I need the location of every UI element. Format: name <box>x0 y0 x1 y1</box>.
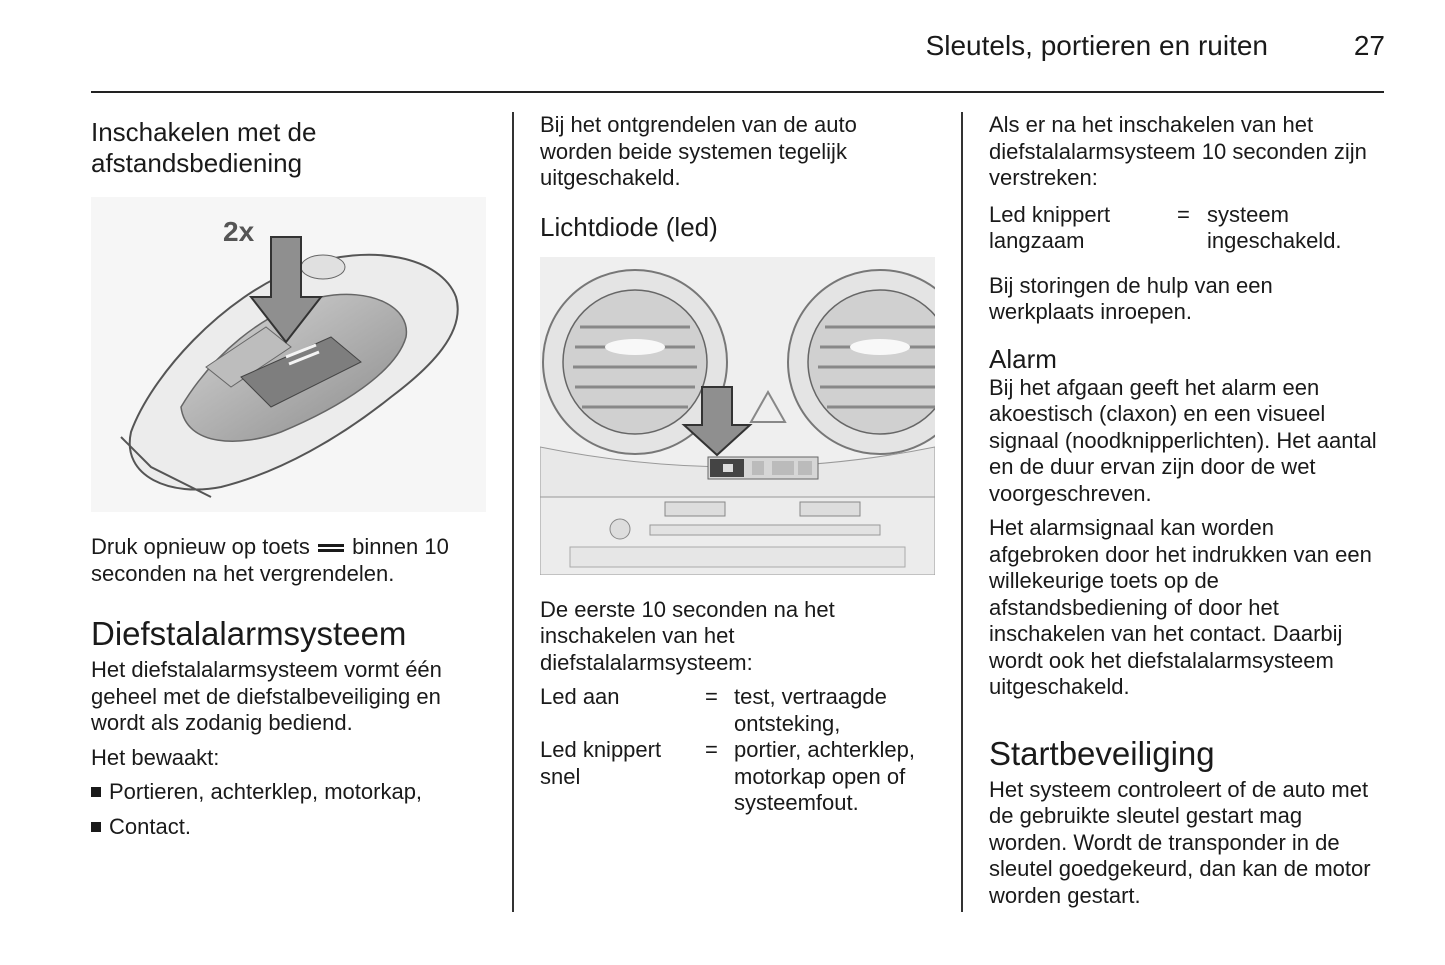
alarm-heading: Alarm <box>989 343 1057 374</box>
guards-intro: Het bewaakt: <box>91 744 220 770</box>
after-10-seconds-info: Als er na het inschakelen van het diefstalalarmsysteem 10 seconden zijn verstreken: <box>989 112 1367 190</box>
led-definition-row <box>540 737 940 817</box>
alarm-description: Bij het afgaan geeft het alarm een akoestisch (claxon) en een visueel signaal (noodknipperlichten). Het aantal en de duur ervan zijn door de wet voorgeschreven. <box>989 374 1377 506</box>
list-item <box>91 779 491 806</box>
key-fob-drawing <box>91 197 486 512</box>
column-1 <box>91 112 491 840</box>
list-item <box>91 814 491 841</box>
column-3 <box>989 112 1385 909</box>
column-2 <box>540 112 940 817</box>
immobilizer-description: Het systeem controleert of de auto met de gebruikte sleutel gestart mag worden. Wordt de transponder in de sleutel goedgekeurd, dan kan de motor worden gestart. <box>989 776 1371 908</box>
equals-sign: = <box>1177 201 1190 227</box>
led-state-term: Led aan <box>540 684 620 709</box>
press-instruction-part2: binnen 10 seconden na het vergrendelen. <box>91 534 449 586</box>
running-header-title: Sleutels, portieren en ruiten <box>925 30 1268 61</box>
dashboard-drawing <box>540 257 935 575</box>
remote-section-heading: Inschakelen met de afstandsbediening <box>91 117 317 178</box>
column-divider-2 <box>961 112 963 912</box>
fault-info: Bij storingen de hulp van een werkplaats inroepen. <box>989 272 1273 324</box>
equals-sign: = <box>705 737 718 762</box>
led-definition-row <box>540 684 940 737</box>
led-state-term: Led knippert langzaam <box>989 201 1111 253</box>
lock-button-symbol-icon <box>318 544 344 552</box>
list-item-text: Portieren, achterklep, motorkap, <box>109 779 423 804</box>
immobilizer-title: Startbeveiliging <box>989 734 1215 772</box>
press-instruction <box>91 534 451 587</box>
led-state-desc: test, vertraagde ontsteking, <box>734 684 887 736</box>
column-divider-1 <box>512 112 514 912</box>
led-heading: Lichtdiode (led) <box>540 211 718 242</box>
led-state-desc: portier, achterklep, motorkap open of systeemfout. <box>734 737 915 815</box>
led-definition-row <box>989 202 1385 255</box>
remote-key-illustration <box>91 197 486 512</box>
led-state-desc: systeem ingeschakeld. <box>1207 201 1342 253</box>
header-rule <box>91 91 1384 93</box>
led-state-term: Led knippert snel <box>540 737 662 789</box>
alarm-cancel-info: Het alarmsignaal kan worden afgebroken door het indrukken van een willekeurige toets op de afstandsbediening of door het inschakelen van het contact. Daarbij wordt ook het diefstalalarmsysteem uitgeschakeld. <box>989 515 1372 699</box>
page-number: 27 <box>1353 30 1385 61</box>
first-10-seconds-info: De eerste 10 seconden na het inschakelen van het diefstalalarmsysteem: <box>540 596 835 675</box>
press-instruction-part1: Druk opnieuw op toets <box>91 534 310 559</box>
anti-theft-intro: Het diefstalalarmsysteem vormt één geheel met de diefstalbeveiliging en wordt als zodanig bediend. <box>91 657 442 735</box>
anti-theft-alarm-title: Diefstalalarmsysteem <box>91 615 407 652</box>
bullet-square-icon <box>91 787 101 797</box>
bullet-square-icon <box>91 822 101 832</box>
list-item-text: Contact. <box>109 813 191 839</box>
unlock-info: Bij het ontgrendelen van de auto worden beide systemen tegelijk uitgeschakeld. <box>540 112 857 190</box>
equals-sign: = <box>705 684 718 709</box>
press-twice-label: 2x <box>223 216 255 247</box>
dashboard-led-illustration <box>540 257 935 575</box>
